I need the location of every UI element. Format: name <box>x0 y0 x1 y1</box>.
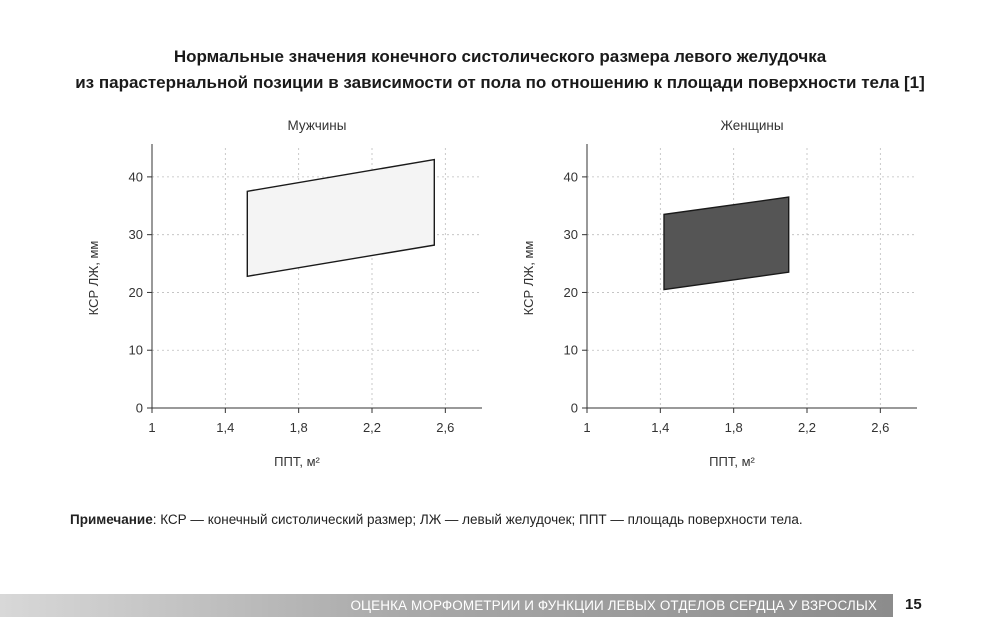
note <box>70 512 803 527</box>
x-tick-label: 2,2 <box>797 420 817 435</box>
x-tick-label: 1,4 <box>651 420 670 435</box>
normal-range-region <box>664 197 789 290</box>
y-tick-label: 10 <box>563 342 578 358</box>
x-tick-label: 2,6 <box>436 420 455 435</box>
figure-title-line1: Нормальные значения конечного систолического размера левого желудочка <box>173 47 827 66</box>
page-number: 15 <box>905 596 922 613</box>
y-tick-label: 40 <box>128 169 143 185</box>
x-tick-label: 1 <box>148 420 156 435</box>
x-tick-label: 1,8 <box>289 420 308 435</box>
y-tick-label: 20 <box>563 284 578 300</box>
y-tick-label: 0 <box>570 400 578 416</box>
normal-range-region <box>247 160 434 277</box>
x-tick-label: 1 <box>583 420 591 435</box>
chart-title: Женщины <box>720 118 784 133</box>
x-tick-label: 1,8 <box>724 420 743 435</box>
note-label: Примечание <box>70 512 153 527</box>
footer-bar <box>0 594 893 617</box>
x-tick-label: 2,6 <box>871 420 890 435</box>
y-axis-label: КСР ЛЖ, мм <box>86 240 101 316</box>
y-tick-label: 0 <box>135 400 143 416</box>
y-tick-label: 40 <box>563 169 578 185</box>
footer-section-title: ОЦЕНКА МОРФОМЕТРИИ И ФУНКЦИИ ЛЕВЫХ ОТДЕЛОВ СЕРДЦА У ВЗРОСЛЫХ <box>350 598 877 613</box>
x-axis-label: ППТ, м² <box>274 454 320 469</box>
y-axis-label: КСР ЛЖ, мм <box>521 240 536 316</box>
y-tick-label: 20 <box>128 284 143 300</box>
chart-title: Мужчины <box>287 118 347 133</box>
y-tick-label: 30 <box>563 227 578 243</box>
x-axis-label: ППТ, м² <box>709 454 755 469</box>
chart-women <box>515 108 935 483</box>
x-tick-label: 1,4 <box>216 420 235 435</box>
y-tick-label: 30 <box>128 227 143 243</box>
note-text: : КСР — конечный систолический размер; ЛЖ — левый желудочек; ППТ — площадь поверхности тела. <box>152 512 803 527</box>
x-tick-label: 2,2 <box>362 420 382 435</box>
figure-title-line2: из парастернальной позиции в зависимости от пола по отношению к площади поверхности тела [1] <box>75 73 925 92</box>
chart-men <box>80 108 500 483</box>
y-tick-label: 10 <box>128 342 143 358</box>
